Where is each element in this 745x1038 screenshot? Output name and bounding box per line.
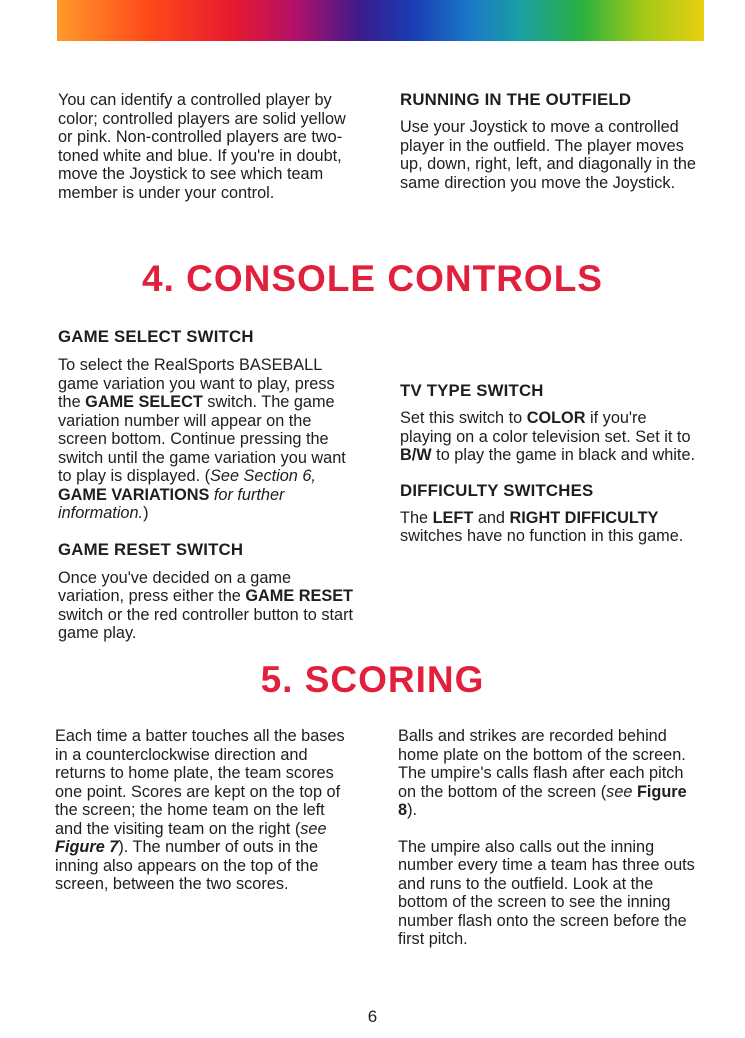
running-section bbox=[400, 90, 700, 192]
scoring-heading: 5. SCORING bbox=[260, 659, 485, 700]
game-select-paragraph: To select the RealSports BASEBALL game variation you want to play, press the GAME SELECT switch. The game variation number will appear on the screen bottom. Continue pressing the switch until the game variation you want to play is displayed. (See Section 6, GAME VARIATIONS for further information.) bbox=[58, 356, 346, 522]
scoring-paragraph-left: Each time a batter touches all the bases in a counterclockwise direction and returns to home plate, the team scores one point. Scores are kept on the top of the screen; the home team on the left and the visiting team on the right (see Figure 7). The number of outs in the inning also appears on the top of the screen, between the two scores. bbox=[55, 727, 345, 893]
console-left-column bbox=[58, 327, 358, 643]
rainbow-header-bar bbox=[57, 0, 704, 41]
difficulty-paragraph: The LEFT and RIGHT DIFFICULTY switches have no function in this game. bbox=[400, 508, 684, 545]
difficulty-heading: DIFFICULTY SWITCHES bbox=[400, 480, 594, 500]
scoring-left-column bbox=[55, 727, 355, 894]
intro-column bbox=[58, 91, 358, 202]
game-reset-heading: GAME RESET SWITCH bbox=[58, 539, 244, 559]
page-number: 6 bbox=[367, 1007, 378, 1026]
tv-type-paragraph: Set this switch to COLOR if you're playing on a color television set. Set it to B/W to play the game in black and white. bbox=[400, 409, 696, 464]
console-controls-heading: 4. CONSOLE CONTROLS bbox=[142, 258, 603, 299]
intro-paragraph: You can identify a controlled player by color; controlled players are solid yellow or pink. Non-controlled players are two-toned white and blue. If you're in doubt, move the Joystick to see which team member is under your control. bbox=[58, 91, 346, 202]
scoring-right-column bbox=[398, 727, 698, 949]
tv-type-heading: TV TYPE SWITCH bbox=[400, 381, 544, 400]
scoring-paragraph-right-2: The umpire also calls out the inning number every time a team has three outs and runs to the outfield. Look at the bottom of the screen to see the inning number flash onto the screen before the first pitch. bbox=[398, 837, 695, 948]
running-paragraph: Use your Joystick to move a controlled player in the outfield. The player moves up, down, right, left, and diagonally in the same direction you move the Joystick. bbox=[400, 118, 696, 192]
console-right-column bbox=[400, 381, 700, 546]
scoring-paragraph-right-1: Balls and strikes are recorded behind home plate on the bottom of the screen. The umpire's calls flash after each pitch on the bottom of the screen (see Figure 8). bbox=[398, 727, 687, 819]
game-reset-paragraph: Once you've decided on a game variation, press either the GAME RESET switch or the red controller button to start game play. bbox=[58, 568, 354, 642]
game-select-heading: GAME SELECT SWITCH bbox=[58, 327, 254, 346]
running-heading: RUNNING IN THE OUTFIELD bbox=[400, 90, 632, 109]
